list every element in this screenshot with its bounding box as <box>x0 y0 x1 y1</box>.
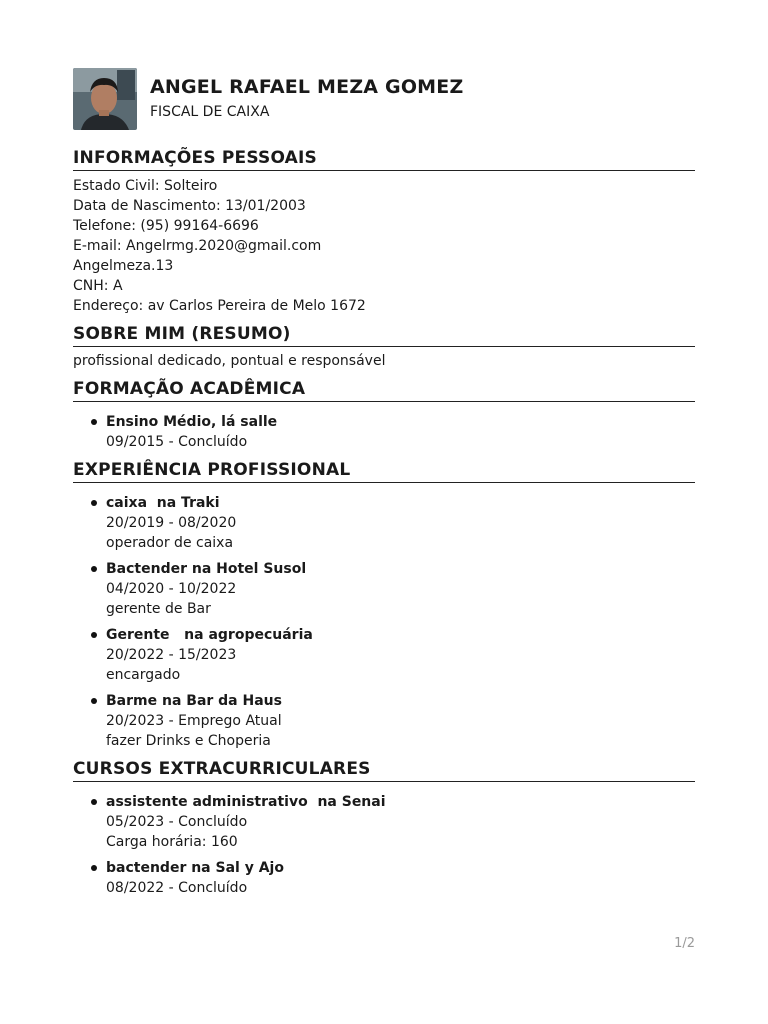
entry-description: fazer Drinks e Choperia <box>106 733 271 749</box>
experience-list <box>73 493 695 751</box>
education-section <box>73 378 695 452</box>
list-item <box>73 559 695 619</box>
marital-status: Estado Civil: Solteiro <box>73 178 218 194</box>
courses-list <box>73 792 695 898</box>
bullet-icon <box>91 865 97 871</box>
candidate-role: FISCAL DE CAIXA <box>150 104 270 120</box>
bullet-icon <box>91 419 97 425</box>
section-title-education: FORMAÇÃO ACADÊMICA <box>73 378 695 402</box>
resume-header <box>73 68 695 130</box>
experience-section <box>73 459 695 751</box>
bullet-icon <box>91 698 97 704</box>
section-title-courses: CURSOS EXTRACURRICULARES <box>73 758 695 782</box>
list-item <box>73 412 695 452</box>
entry-title: Ensino Médio, lá salle <box>106 414 278 430</box>
courses-section <box>73 758 695 898</box>
entry-period: 09/2015 - Concluído <box>106 434 248 450</box>
social-handle: Angelmeza.13 <box>73 258 174 274</box>
entry-period: 04/2020 - 10/2022 <box>106 581 237 597</box>
phone: Telefone: (95) 99164-6696 <box>73 218 259 234</box>
about-section <box>73 323 695 371</box>
bullet-icon <box>91 500 97 506</box>
profile-photo <box>73 68 137 130</box>
entry-title: Bactender na Hotel Susol <box>106 561 307 577</box>
bullet-icon <box>91 566 97 572</box>
list-item <box>73 493 695 553</box>
entry-period: 05/2023 - Concluído <box>106 814 248 830</box>
birth-date: Data de Nascimento: 13/01/2003 <box>73 198 306 214</box>
entry-title: bactender na Sal y Ajo <box>106 860 284 876</box>
list-item <box>73 691 695 751</box>
list-item <box>73 858 695 898</box>
entry-period: 20/2023 - Emprego Atual <box>106 713 282 729</box>
section-title-personal-info: INFORMAÇÕES PESSOAIS <box>73 147 695 171</box>
section-title-about: SOBRE MIM (RESUMO) <box>73 323 695 347</box>
avatar <box>73 68 137 130</box>
entry-description: gerente de Bar <box>106 601 211 617</box>
entry-period: 08/2022 - Concluído <box>106 880 248 896</box>
list-item <box>73 625 695 685</box>
education-list <box>73 412 695 452</box>
entry-period: 20/2022 - 15/2023 <box>106 647 237 663</box>
entry-title: assistente administrativo na Senai <box>106 794 386 810</box>
entry-description: encargado <box>106 667 181 683</box>
bullet-icon <box>91 799 97 805</box>
page-number: 1/2 <box>674 936 695 951</box>
list-item <box>73 792 695 852</box>
entry-title: Barme na Bar da Haus <box>106 693 282 709</box>
resume-page <box>73 68 695 898</box>
bullet-icon <box>91 632 97 638</box>
header-text <box>150 76 463 122</box>
entry-title: caixa na Traki <box>106 495 220 511</box>
personal-info-list <box>73 176 695 316</box>
driver-license: CNH: A <box>73 278 123 294</box>
section-title-experience: EXPERIÊNCIA PROFISSIONAL <box>73 459 695 483</box>
personal-info-section <box>73 147 695 316</box>
entry-title: Gerente na agropecuária <box>106 627 313 643</box>
email: E-mail: Angelrmg.2020@gmail.com <box>73 238 322 254</box>
entry-workload: Carga horária: 160 <box>106 834 238 850</box>
entry-description: operador de caixa <box>106 535 234 551</box>
entry-period: 20/2019 - 08/2020 <box>106 515 237 531</box>
about-text: profissional dedicado, pontual e responsável <box>73 353 386 369</box>
address: Endereço: av Carlos Pereira de Melo 1672 <box>73 298 366 314</box>
candidate-name: ANGEL RAFAEL MEZA GOMEZ <box>150 76 464 98</box>
